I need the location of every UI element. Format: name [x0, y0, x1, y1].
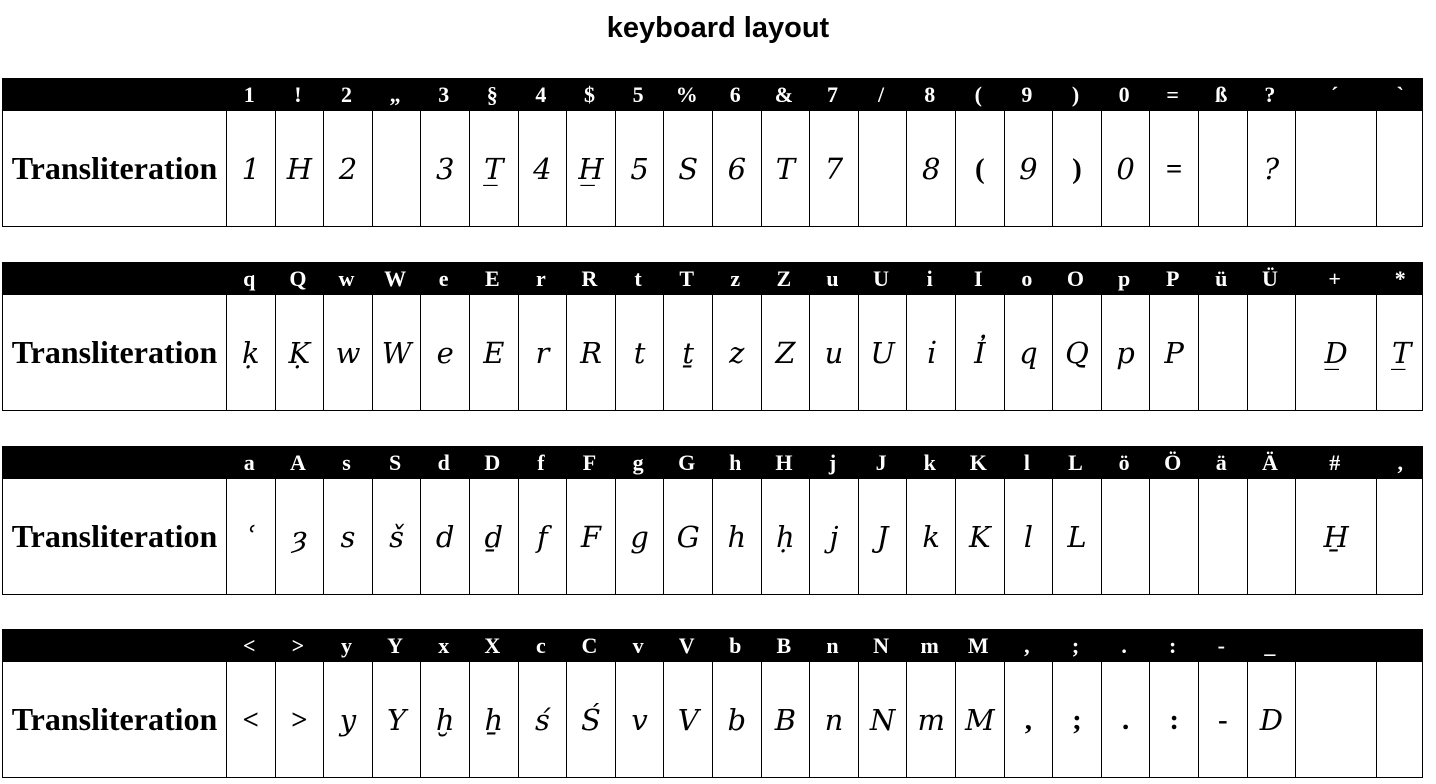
transliteration-cell: v — [615, 662, 664, 777]
key-label: i — [926, 266, 933, 291]
key-label: Z — [776, 266, 792, 291]
transliteration-cell: n — [809, 662, 858, 777]
key-label: N — [873, 633, 890, 658]
key-label: k — [923, 450, 936, 475]
transliteration-cell: H — [275, 111, 324, 226]
transliteration-cell: H̱ — [1295, 479, 1376, 594]
key-label: e — [438, 266, 449, 291]
key-label: z — [730, 266, 741, 291]
key-label: M — [967, 633, 989, 658]
transliteration-cell: g — [615, 479, 664, 594]
key-label: x — [438, 633, 450, 658]
key-label: # — [1329, 450, 1341, 475]
row-label: Transliteration — [11, 150, 218, 186]
key-label: v — [632, 633, 644, 658]
transliteration-cell: ) — [1052, 111, 1101, 226]
key-label: Ü — [1261, 266, 1278, 291]
transliteration-cell: 1 — [226, 111, 275, 226]
transliteration-cell: N — [858, 662, 907, 777]
key-label: = — [1166, 82, 1179, 107]
transliteration-cell: e — [420, 295, 469, 410]
key-label: Q — [289, 266, 307, 291]
key-label: q — [243, 266, 256, 291]
transliteration-cell: s — [323, 479, 372, 594]
key-label: ; — [1071, 633, 1080, 658]
transliteration-cell: F — [566, 479, 615, 594]
key-label: U — [873, 266, 890, 291]
transliteration-cell: 4 — [518, 111, 567, 226]
transliteration-cell — [1295, 662, 1376, 777]
transliteration-cell: Ś — [566, 662, 615, 777]
transliteration-cell: 0 — [1101, 111, 1150, 226]
key-label: _ — [1264, 633, 1276, 658]
transliteration-cell: j — [809, 479, 858, 594]
transliteration-cell: u — [809, 295, 858, 410]
transliteration-cell: ṯ — [663, 295, 712, 410]
key-label: o — [1021, 266, 1033, 291]
key-label: f — [537, 450, 545, 475]
transliteration-cell: ẖ — [469, 662, 518, 777]
transliteration-cell: Ḳ — [275, 295, 324, 410]
key-label: ( — [974, 82, 982, 107]
transliteration-cell: D̲ — [1295, 295, 1376, 410]
key-label: 5 — [632, 82, 644, 107]
transliteration-cell: 2 — [323, 111, 372, 226]
transliteration-cell — [1247, 479, 1296, 594]
key-label: s — [342, 450, 351, 475]
row-label: Transliteration — [11, 518, 218, 554]
key-label: 1 — [243, 82, 255, 107]
key-label: j — [828, 450, 837, 475]
transliteration-cell: l — [1004, 479, 1053, 594]
transliteration-cell: ḏ — [469, 479, 518, 594]
transliteration-cell: B — [761, 662, 810, 777]
key-label: 7 — [826, 82, 838, 107]
transliteration-cell — [1247, 295, 1296, 410]
transliteration-cell: M — [955, 662, 1004, 777]
key-label: / — [878, 82, 885, 107]
key-label: & — [774, 82, 794, 107]
transliteration-cell — [1198, 295, 1247, 410]
transliteration-cell: T — [761, 111, 810, 226]
transliteration-cell — [1376, 111, 1426, 226]
transliteration-cell: ʿ — [226, 479, 275, 594]
transliteration-cell: J — [858, 479, 907, 594]
key-label: 4 — [535, 82, 547, 107]
key-label: y — [340, 633, 352, 658]
transliteration-cell: i̇ — [906, 295, 955, 410]
transliteration-cell — [1198, 479, 1247, 594]
transliteration-cell: 5 — [615, 111, 664, 226]
key-label: T — [679, 266, 695, 291]
transliteration-cell: , — [1004, 662, 1053, 777]
transliteration-cell: p — [1101, 295, 1150, 410]
transliteration-cell: ḥ — [761, 479, 810, 594]
transliteration-cell: T̲ — [469, 111, 518, 226]
key-label: % — [675, 82, 698, 107]
key-label: ü — [1215, 266, 1228, 291]
transliteration-cell: Q — [1052, 295, 1101, 410]
keyboard-row-2 — [2, 262, 1423, 411]
key-label: L — [1068, 450, 1083, 475]
transliteration-cell: š — [372, 479, 421, 594]
key-label: 0 — [1118, 82, 1130, 107]
key-label: - — [1217, 633, 1225, 658]
transliteration-cell: ( — [955, 111, 1004, 226]
key-label: ö — [1118, 450, 1130, 475]
transliteration-cell — [1198, 111, 1247, 226]
key-label: § — [486, 82, 498, 107]
key-label: . — [1121, 633, 1127, 658]
transliteration-cell: . — [1101, 662, 1150, 777]
key-label: Y — [387, 633, 404, 658]
transliteration-cell: 6 — [712, 111, 761, 226]
page-title: keyboard layout — [606, 12, 830, 44]
keyboard-row-4 — [2, 629, 1423, 778]
transliteration-cell: W — [372, 295, 421, 410]
key-label: E — [484, 266, 500, 291]
transliteration-cell: ; — [1052, 662, 1101, 777]
key-label — [1375, 629, 1425, 662]
transliteration-cell: I̓ — [955, 295, 1004, 410]
transliteration-cell: ȝ — [275, 479, 324, 594]
transliteration-cell: > — [275, 662, 324, 777]
transliteration-cell: G — [663, 479, 712, 594]
key-label: ß — [1215, 82, 1228, 107]
key-label: p — [1117, 266, 1131, 291]
key-label: W — [384, 266, 407, 291]
key-label: P — [1165, 266, 1180, 291]
key-label: 9 — [1021, 82, 1033, 107]
transliteration-cell: = — [1149, 111, 1198, 226]
transliteration-cell: H̲ — [566, 111, 615, 226]
transliteration-cell: m — [906, 662, 955, 777]
key-label: J — [875, 450, 887, 475]
transliteration-cell: R — [566, 295, 615, 410]
key-label: r — [536, 266, 546, 291]
key-label: , — [1024, 633, 1030, 658]
transliteration-cell: b — [712, 662, 761, 777]
transliteration-cell: q — [1004, 295, 1053, 410]
key-label: C — [581, 633, 598, 658]
key-header-bar — [2, 446, 1423, 479]
key-label: F — [582, 450, 597, 475]
transliteration-cell: f — [518, 479, 567, 594]
key-label: O — [1066, 266, 1085, 291]
transliteration-cell: D — [1247, 662, 1296, 777]
key-label: a — [243, 450, 255, 475]
transliteration-cell — [858, 111, 907, 226]
key-label: w — [338, 266, 355, 291]
key-label: ä — [1215, 450, 1227, 475]
transliteration-cell — [1376, 479, 1426, 594]
key-label: < — [243, 633, 256, 658]
key-label: 8 — [924, 82, 936, 107]
key-label: n — [826, 633, 839, 658]
transliteration-cell: z — [712, 295, 761, 410]
key-label — [1294, 629, 1375, 662]
key-label: u — [826, 266, 839, 291]
transliteration-cell: ḫ — [420, 662, 469, 777]
key-label: : — [1169, 633, 1177, 658]
key-label: , — [1397, 450, 1403, 475]
transliteration-cell: K — [955, 479, 1004, 594]
key-label: m — [920, 633, 939, 658]
key-header-bar — [2, 262, 1423, 295]
key-label: „ — [389, 82, 401, 107]
key-label: d — [437, 450, 450, 475]
key-label: H — [775, 450, 793, 475]
key-label: A — [289, 450, 306, 475]
transliteration-cell: Z — [761, 295, 810, 410]
transliteration-cell: r — [518, 295, 567, 410]
key-label: b — [729, 633, 742, 658]
transliteration-cell: V — [663, 662, 712, 777]
keyboard-row-3 — [2, 446, 1423, 595]
transliteration-cell — [1376, 662, 1426, 777]
key-label: S — [388, 450, 402, 475]
key-label: + — [1328, 266, 1341, 291]
key-header-bar — [2, 629, 1423, 662]
key-label: Ö — [1164, 450, 1182, 475]
keyboard-row-1 — [2, 78, 1423, 227]
transliteration-cell: T̲ — [1376, 295, 1426, 410]
transliteration-cell: d — [420, 479, 469, 594]
key-label: Ä — [1261, 450, 1278, 475]
transliteration-cell — [1101, 479, 1150, 594]
transliteration-row — [2, 479, 1423, 595]
transliteration-row — [2, 662, 1423, 778]
transliteration-cell: - — [1198, 662, 1247, 777]
transliteration-cell: S — [663, 111, 712, 226]
key-label: $ — [583, 82, 595, 107]
transliteration-cell: 9 — [1004, 111, 1053, 226]
transliteration-cell: P — [1149, 295, 1198, 410]
transliteration-cell: E — [469, 295, 518, 410]
key-label: B — [776, 633, 792, 658]
key-label: l — [1023, 450, 1030, 475]
transliteration-cell: w — [323, 295, 372, 410]
transliteration-cell: ḳ — [226, 295, 275, 410]
transliteration-cell: ? — [1247, 111, 1296, 226]
key-label: > — [291, 633, 305, 658]
key-label: 2 — [340, 82, 352, 107]
key-label: 6 — [729, 82, 741, 107]
transliteration-cell: 8 — [906, 111, 955, 226]
key-label: ` — [1396, 82, 1404, 107]
transliteration-cell: < — [226, 662, 275, 777]
transliteration-cell: : — [1149, 662, 1198, 777]
transliteration-cell: L — [1052, 479, 1101, 594]
key-label: ) — [1071, 82, 1080, 107]
key-label: V — [678, 633, 695, 658]
key-label: G — [678, 450, 696, 475]
transliteration-row — [2, 111, 1423, 227]
key-label: X — [484, 633, 501, 658]
transliteration-cell: ś — [518, 662, 567, 777]
transliteration-cell — [372, 111, 421, 226]
key-label: t — [634, 266, 642, 291]
transliteration-cell: y — [323, 662, 372, 777]
transliteration-cell: h — [712, 479, 761, 594]
transliteration-cell: Y — [372, 662, 421, 777]
key-label: * — [1394, 266, 1406, 291]
transliteration-cell: U — [858, 295, 907, 410]
key-label: I — [974, 266, 983, 291]
key-label: g — [632, 450, 644, 475]
transliteration-cell: 3 — [420, 111, 469, 226]
row-label: Transliteration — [11, 701, 218, 737]
transliteration-cell — [1295, 111, 1376, 226]
transliteration-row — [2, 295, 1423, 411]
key-label: h — [729, 450, 742, 475]
key-label: D — [484, 450, 501, 475]
key-label: ´ — [1331, 82, 1339, 107]
transliteration-cell — [1149, 479, 1198, 594]
key-header-bar — [2, 78, 1423, 111]
key-label: c — [536, 633, 546, 658]
key-label: ! — [294, 82, 302, 107]
row-label: Transliteration — [11, 334, 218, 370]
key-label: K — [969, 450, 987, 475]
transliteration-cell: 7 — [809, 111, 858, 226]
key-label: R — [581, 266, 598, 291]
key-label: ? — [1264, 82, 1276, 107]
key-label: 3 — [438, 82, 450, 107]
transliteration-cell: k — [906, 479, 955, 594]
transliteration-cell: t — [615, 295, 664, 410]
